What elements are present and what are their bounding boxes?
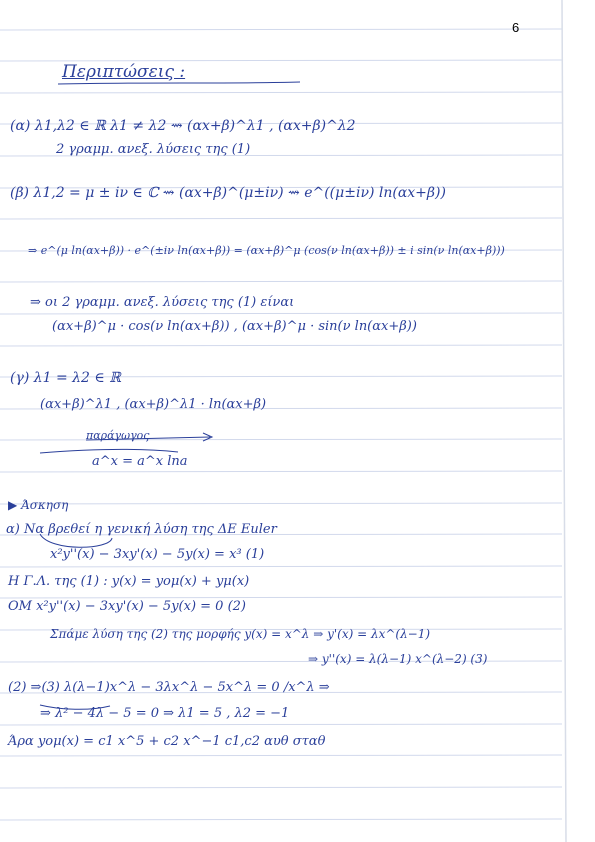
- exercise-label-text: Άσκηση: [21, 498, 69, 512]
- case-a-line-1: (α) λ1,λ2 ∈ ℝ λ1 ≠ λ2 ⇝ (αx+β)^λ1 , (αx+β)^λ2: [10, 118, 356, 134]
- exercise-label: [8, 499, 68, 511]
- case-b-line-3: ⇒ οι 2 γραμμ. ανεξ. λύσεις της (1) είναι: [30, 295, 295, 310]
- case-a-line-2: 2 γραμμ. ανεξ. λύσεις της (1): [56, 142, 251, 157]
- case-b-line-4: (αx+β)^μ · cos(ν ln(αx+β)) , (αx+β)^μ · sin(ν ln(αx+β)): [52, 319, 417, 334]
- exercise-line-8: ⇒ λ² − 4λ − 5 = 0 ⇒ λ1 = 5 , λ2 = −1: [40, 706, 290, 721]
- page-number: 6: [512, 20, 520, 35]
- exercise-line-9: Άρα yομ(x) = c1 x^5 + c2 x^−1 c1,c2 αυθ σταθ: [8, 734, 326, 749]
- page-heading: Περιπτώσεις :: [62, 62, 186, 82]
- exercise-line-2: x²y''(x) − 3xy'(x) − 5y(x) = x³ (1): [50, 547, 265, 562]
- case-c-line-1: (γ) λ1 = λ2 ∈ ℝ: [10, 370, 121, 386]
- case-b-line-2: ⇒ e^(μ ln(αx+β)) · e^(±iν ln(αx+β)) = (αx+β)^μ (cos(ν ln(αx+β)) ± i sin(ν ln(αx+β))): [28, 244, 505, 257]
- case-b-line-1: (β) λ1,2 = μ ± iν ∈ ℂ ⇝ (αx+β)^(μ±iν) ⇝ e^((μ±iν) ln(αx+β)): [10, 185, 446, 201]
- exercise-line-6: ⇒ y''(x) = λ(λ−1) x^(λ−2) (3): [308, 652, 488, 666]
- exercise-line-3: Η Γ.Λ. της (1) : y(x) = yομ(x) + yμ(x): [8, 574, 250, 589]
- case-c-line-2: (αx+β)^λ1 , (αx+β)^λ1 · ln(αx+β): [40, 397, 267, 412]
- exercise-line-5: Σπάμε λύση της (2) της μορφής y(x) = x^λ ⇒ y'(x) = λx^(λ−1): [50, 627, 431, 641]
- exercise-line-1: α) Να βρεθεί η γενική λύση της ΔΕ Euler: [6, 522, 277, 537]
- exercise-line-4: ΟΜ x²y''(x) − 3xy'(x) − 5y(x) = 0 (2): [8, 599, 246, 614]
- exercise-line-7: (2) ⇒(3) λ(λ−1)x^λ − 3λx^λ − 5x^λ = 0 /x^λ ⇒: [8, 680, 330, 695]
- case-c-derivative-label: παράγωγος: [86, 429, 150, 442]
- triangle-marker-icon: ▶: [8, 498, 18, 512]
- case-c-line-4: a^x = a^x lna: [92, 454, 188, 469]
